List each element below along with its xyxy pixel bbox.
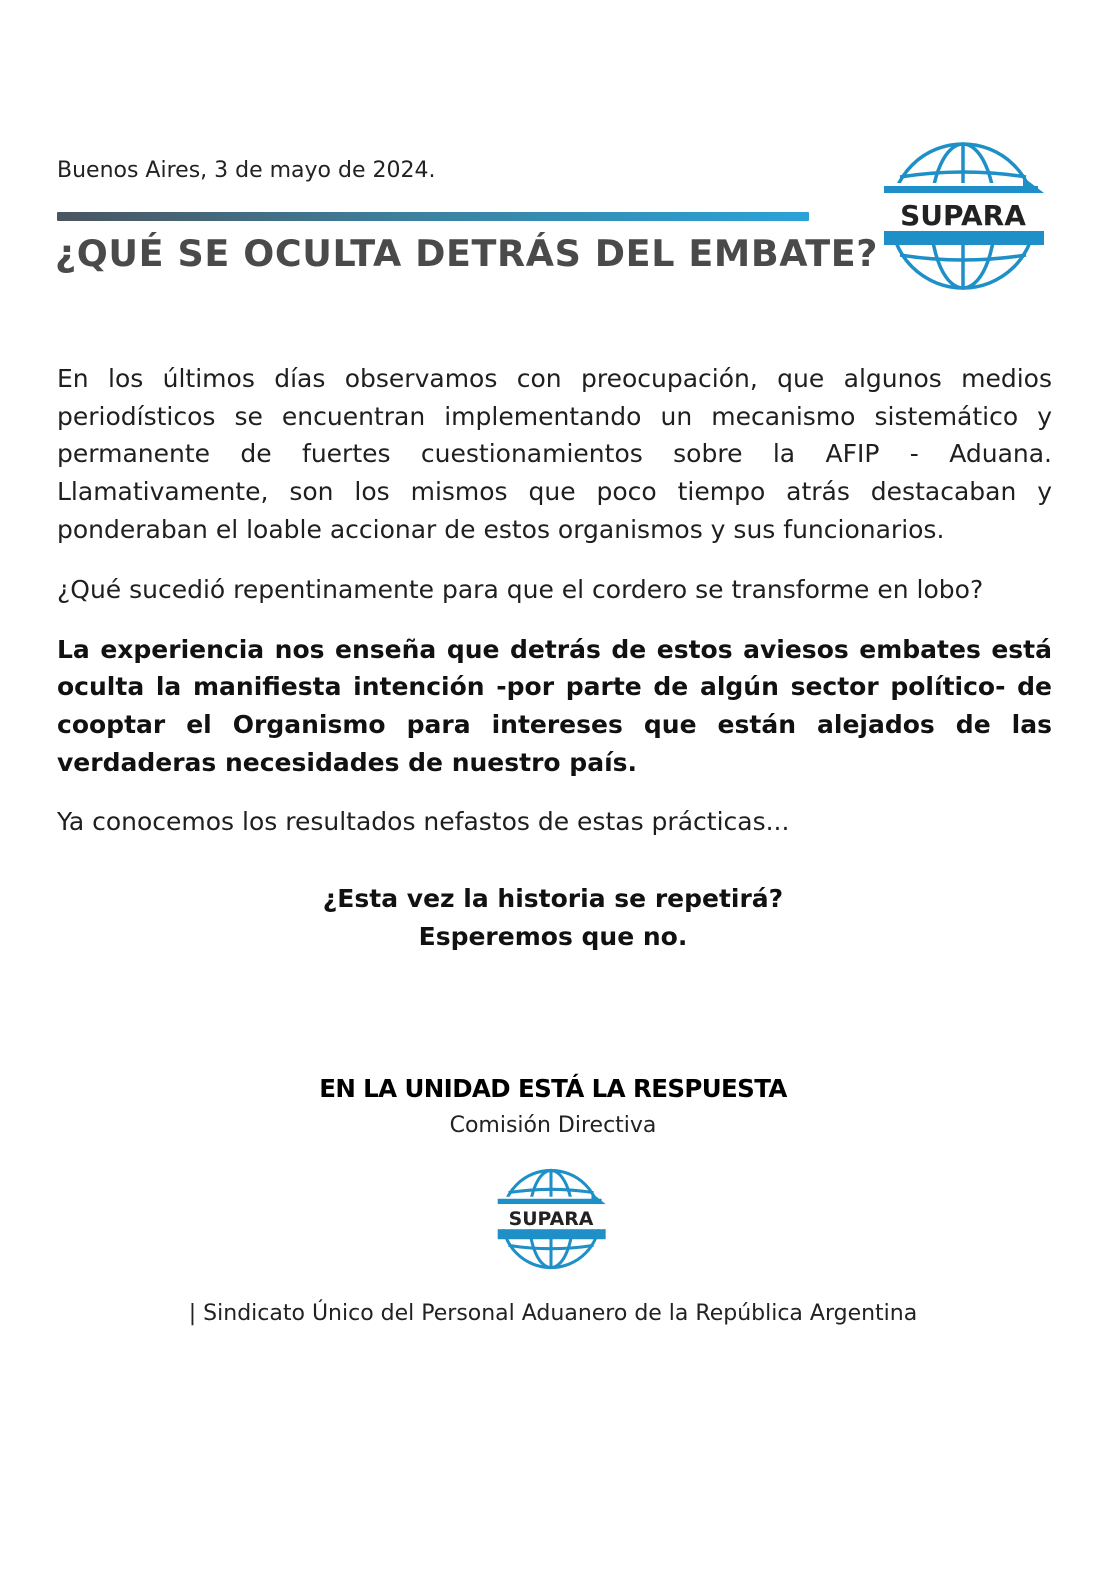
union-motto: EN LA UNIDAD ESTÁ LA RESPUESTA <box>319 1074 787 1103</box>
letter-date: Buenos Aires, 3 de mayo de 2024. <box>57 158 436 183</box>
body-question: ¿Qué sucedió repentinamente para que el cordero se transforme en lobo? <box>57 574 984 604</box>
body-closing: Ya conocemos los resultados nefastos de estas prácticas... <box>57 807 790 837</box>
body-paragraph-1: En los últimos días observamos con preocupación, que algunos medios periodísticos se encuentran implementando un mecanismo sistemático y permanente de fuertes cuestionamientos sobre la AFIP - Aduana. Llamativamente, son los mismos que poco tiempo atrás destacaban y ponderaban el loable accionar de estos organismos y sus funcionarios. <box>57 364 1052 544</box>
closing-question-line-2: Esperemos que no. <box>418 922 688 951</box>
supara-globe-logo-icon <box>880 139 1046 293</box>
closing-questions <box>0 880 1106 956</box>
body-paragraph-2: La experiencia nos enseña que detrás de estos aviesos embates está oculta la manifiesta intención -por parte de algún sector político- de cooptar el Organismo para intereses que están alejados de las verdaderas necesidades de nuestro país. <box>57 634 1052 777</box>
logo-wordmark: SUPARA <box>900 199 1026 232</box>
title-gradient-bar <box>57 212 809 221</box>
signer-name: Comisión Directiva <box>449 1113 657 1138</box>
letter-body <box>57 360 1052 863</box>
logo-wordmark-small: SUPARA <box>508 1208 594 1231</box>
closing-question-line-1: ¿Esta vez la historia se repetirá? <box>322 884 784 913</box>
union-full-name: | Sindicato Único del Personal Aduanero de la República Argentina <box>188 1301 918 1326</box>
supara-globe-logo-small-icon <box>495 1166 607 1272</box>
page-title: ¿QUÉ SE OCULTA DETRÁS DEL EMBATE? <box>55 232 879 275</box>
